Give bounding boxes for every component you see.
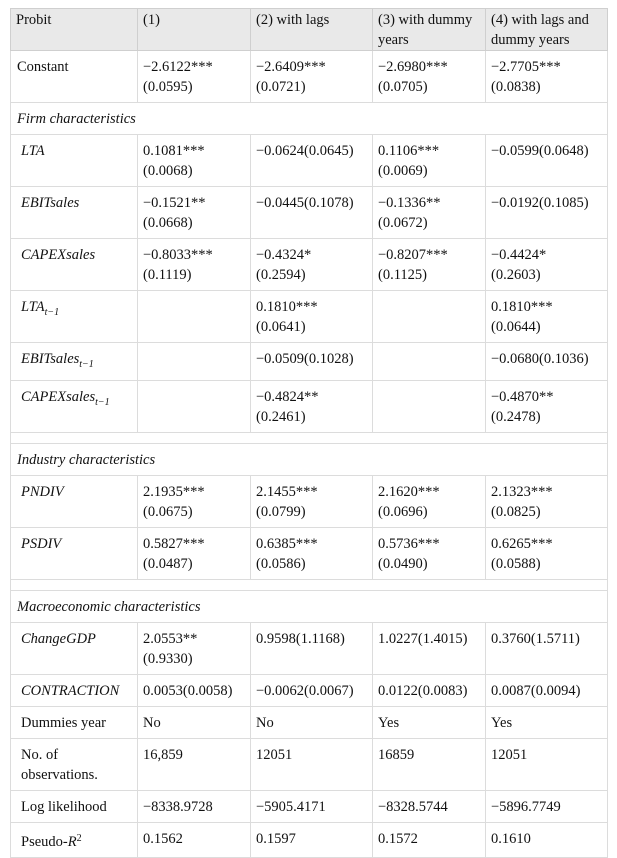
coefficient: 16859 <box>378 747 415 763</box>
table-row <box>11 239 608 291</box>
value-cell-model-3 <box>373 239 486 291</box>
coefficient: 0.1597 <box>256 831 296 847</box>
coefficient: 0.0122(0.0083) <box>378 683 468 699</box>
standard-error: (0.0721) <box>256 79 306 95</box>
standard-error: (0.0675) <box>143 504 193 520</box>
spacer-cell <box>11 580 608 591</box>
row-label <box>11 291 138 343</box>
coefficient: 0.1081*** <box>143 143 205 159</box>
table-body <box>11 51 608 858</box>
spacer-row <box>11 580 608 591</box>
row-label <box>11 707 138 739</box>
value-cell-model-4 <box>486 707 608 739</box>
macroeconomic-characteristics-heading: Macroeconomic characteristics <box>11 591 608 623</box>
standard-error: (0.0672) <box>378 215 428 231</box>
row-label-text: Pseudo- <box>21 834 68 850</box>
coefficient: 0.1572 <box>378 831 418 847</box>
row-label-text: EBITsales <box>21 351 80 367</box>
value-cell-model-3 <box>373 291 486 343</box>
standard-error: (0.0487) <box>143 556 193 572</box>
value-cell-model-4 <box>486 528 608 580</box>
coefficient: −0.0445(0.1078) <box>256 195 354 211</box>
macroeconomic-characteristics-heading-row <box>11 591 608 623</box>
table-row <box>11 707 608 739</box>
standard-error: (0.0069) <box>378 163 428 179</box>
coefficient: −0.8033*** <box>143 247 213 263</box>
coefficient: Yes <box>378 715 400 731</box>
industry-characteristics-heading: Industry characteristics <box>11 444 608 476</box>
row-label-text: ChangeGDP <box>21 631 96 647</box>
value-cell-model-4 <box>486 343 608 381</box>
coefficient: 12051 <box>256 747 293 763</box>
value-cell-model-4 <box>486 476 608 528</box>
coefficient: −0.0062(0.0067) <box>256 683 354 699</box>
firm-characteristics-heading-row <box>11 103 608 135</box>
coefficient: 2.0553** <box>143 631 198 647</box>
coefficient: −5905.4171 <box>256 799 326 815</box>
value-cell-model-1 <box>138 739 251 791</box>
coefficient: 0.0087(0.0094) <box>491 683 581 699</box>
row-label-subscript: t−1 <box>79 359 94 370</box>
value-cell-model-1 <box>138 675 251 707</box>
table-row <box>11 343 608 381</box>
row-label-subscript: t−1 <box>95 397 110 408</box>
row-label <box>11 239 138 291</box>
standard-error: (0.0595) <box>143 79 193 95</box>
coefficient: −0.0509(0.1028) <box>256 351 354 367</box>
regression-table <box>10 8 608 858</box>
table-row <box>11 823 608 858</box>
row-label <box>11 381 138 433</box>
value-cell-model-3 <box>373 739 486 791</box>
row-label <box>11 675 138 707</box>
row-label <box>11 135 138 187</box>
coefficient: −0.8207*** <box>378 247 448 263</box>
standard-error: (0.2478) <box>491 409 541 425</box>
row-label-text: CAPEXsales <box>21 247 96 263</box>
value-cell-model-2 <box>251 707 373 739</box>
standard-error: (0.0588) <box>491 556 541 572</box>
spacer-row <box>11 433 608 444</box>
row-label-text: Constant <box>17 59 69 75</box>
row-label-text: EBITsales <box>21 195 80 211</box>
value-cell-model-3 <box>373 51 486 103</box>
coefficient: 0.9598(1.1168) <box>256 631 345 647</box>
coefficient: −0.4324* <box>256 247 312 263</box>
coefficient: −2.7705*** <box>491 59 561 75</box>
header-model-1: (1) <box>138 9 251 51</box>
value-cell-model-1 <box>138 381 251 433</box>
coefficient: −0.1336** <box>378 195 441 211</box>
value-cell-model-2 <box>251 343 373 381</box>
value-cell-model-1 <box>138 343 251 381</box>
row-label-superscript: 2 <box>76 833 82 844</box>
table-row <box>11 51 608 103</box>
coefficient: −0.0624(0.0645) <box>256 143 354 159</box>
value-cell-model-3 <box>373 623 486 675</box>
value-cell-model-1 <box>138 187 251 239</box>
row-label <box>11 476 138 528</box>
value-cell-model-2 <box>251 675 373 707</box>
coefficient: −0.0192(0.1085) <box>491 195 589 211</box>
value-cell-model-1 <box>138 476 251 528</box>
coefficient: 0.3760(1.5711) <box>491 631 580 647</box>
standard-error: (0.0586) <box>256 556 306 572</box>
standard-error: (0.2461) <box>256 409 306 425</box>
coefficient: −0.4870** <box>491 389 554 405</box>
value-cell-model-2 <box>251 791 373 823</box>
value-cell-model-1 <box>138 51 251 103</box>
value-cell-model-2 <box>251 623 373 675</box>
value-cell-model-4 <box>486 135 608 187</box>
row-label-text: Log likelihood <box>21 799 107 815</box>
value-cell-model-3 <box>373 187 486 239</box>
value-cell-model-1 <box>138 707 251 739</box>
table-row <box>11 135 608 187</box>
coefficient: 0.1810*** <box>491 299 553 315</box>
coefficient: 16,859 <box>143 747 183 763</box>
table-row <box>11 739 608 791</box>
standard-error: (0.9330) <box>143 651 193 667</box>
value-cell-model-3 <box>373 381 486 433</box>
value-cell-model-3 <box>373 791 486 823</box>
coefficient: No <box>256 715 274 731</box>
table-header <box>11 9 608 51</box>
coefficient: −8338.9728 <box>143 799 213 815</box>
coefficient: 1.0227(1.4015) <box>378 631 468 647</box>
coefficient: 2.1455*** <box>256 484 318 500</box>
value-cell-model-2 <box>251 739 373 791</box>
value-cell-model-3 <box>373 528 486 580</box>
spacer-cell <box>11 433 608 444</box>
row-label <box>11 187 138 239</box>
value-cell-model-3 <box>373 476 486 528</box>
coefficient: 0.1106*** <box>378 143 440 159</box>
value-cell-model-3 <box>373 675 486 707</box>
row-label-text: CONTRACTION <box>21 683 120 699</box>
coefficient: 2.1935*** <box>143 484 205 500</box>
row-label <box>11 51 138 103</box>
firm-characteristics-heading: Firm characteristics <box>11 103 608 135</box>
coefficient: 0.5736*** <box>378 536 440 552</box>
coefficient: 2.1620*** <box>378 484 440 500</box>
value-cell-model-1 <box>138 791 251 823</box>
coefficient: 2.1323*** <box>491 484 553 500</box>
coefficient: 0.1610 <box>491 831 531 847</box>
value-cell-model-2 <box>251 239 373 291</box>
row-label-text: PNDIV <box>21 484 64 500</box>
row-label <box>11 823 138 858</box>
header-probit: Probit <box>11 9 138 51</box>
value-cell-model-4 <box>486 51 608 103</box>
header-model-3: (3) with dummy years <box>373 9 486 51</box>
row-label-text: LTA <box>21 299 45 315</box>
coefficient: 0.0053(0.0058) <box>143 683 233 699</box>
coefficient: 12051 <box>491 747 528 763</box>
standard-error: (0.0825) <box>491 504 541 520</box>
standard-error: (0.0799) <box>256 504 306 520</box>
standard-error: (0.0705) <box>378 79 428 95</box>
value-cell-model-2 <box>251 381 373 433</box>
value-cell-model-3 <box>373 707 486 739</box>
value-cell-model-1 <box>138 239 251 291</box>
row-label <box>11 739 138 791</box>
value-cell-model-2 <box>251 528 373 580</box>
coefficient: Yes <box>491 715 513 731</box>
standard-error: (0.0641) <box>256 319 306 335</box>
coefficient: 0.6385*** <box>256 536 318 552</box>
value-cell-model-1 <box>138 135 251 187</box>
value-cell-model-1 <box>138 823 251 858</box>
value-cell-model-4 <box>486 239 608 291</box>
standard-error: (0.2603) <box>491 267 541 283</box>
coefficient: 0.1810*** <box>256 299 318 315</box>
coefficient: 0.1562 <box>143 831 183 847</box>
coefficient: −0.1521** <box>143 195 206 211</box>
standard-error: (0.0696) <box>378 504 428 520</box>
value-cell-model-4 <box>486 675 608 707</box>
coefficient: −2.6980*** <box>378 59 448 75</box>
row-label-subscript: t−1 <box>44 307 60 318</box>
coefficient: −8328.5744 <box>378 799 448 815</box>
coefficient: −0.4424* <box>491 247 547 263</box>
value-cell-model-1 <box>138 528 251 580</box>
standard-error: (0.0490) <box>378 556 428 572</box>
header-model-4: (4) with lags and dummy years <box>486 9 608 51</box>
row-label-text: No. of observations. <box>21 747 98 783</box>
standard-error: (0.0838) <box>491 79 541 95</box>
table-row <box>11 381 608 433</box>
value-cell-model-3 <box>373 343 486 381</box>
header-model-2: (2) with lags <box>251 9 373 51</box>
table-row <box>11 187 608 239</box>
row-label-text: LTA <box>21 143 45 159</box>
value-cell-model-4 <box>486 381 608 433</box>
coefficient: −2.6409*** <box>256 59 326 75</box>
coefficient: −2.6122*** <box>143 59 213 75</box>
value-cell-model-2 <box>251 135 373 187</box>
value-cell-model-1 <box>138 291 251 343</box>
standard-error: (0.2594) <box>256 267 306 283</box>
row-label-italic: R <box>67 834 77 850</box>
table-row <box>11 623 608 675</box>
value-cell-model-2 <box>251 187 373 239</box>
value-cell-model-3 <box>373 135 486 187</box>
table-row <box>11 528 608 580</box>
value-cell-model-2 <box>251 291 373 343</box>
row-label-text: PSDIV <box>21 536 62 552</box>
table-row <box>11 675 608 707</box>
value-cell-model-4 <box>486 187 608 239</box>
coefficient: 0.6265*** <box>491 536 553 552</box>
coefficient: −5896.7749 <box>491 799 561 815</box>
value-cell-model-4 <box>486 291 608 343</box>
table-row <box>11 291 608 343</box>
standard-error: (0.0068) <box>143 163 193 179</box>
coefficient: No <box>143 715 161 731</box>
row-label-text: Dummies year <box>21 715 106 731</box>
row-label <box>11 528 138 580</box>
value-cell-model-4 <box>486 739 608 791</box>
coefficient: −0.0599(0.0648) <box>491 143 589 159</box>
value-cell-model-2 <box>251 51 373 103</box>
value-cell-model-4 <box>486 623 608 675</box>
value-cell-model-2 <box>251 823 373 858</box>
standard-error: (0.1119) <box>143 267 192 283</box>
value-cell-model-3 <box>373 823 486 858</box>
row-label <box>11 343 138 381</box>
coefficient: −0.0680(0.1036) <box>491 351 589 367</box>
value-cell-model-1 <box>138 623 251 675</box>
coefficient: −0.4824** <box>256 389 319 405</box>
value-cell-model-2 <box>251 476 373 528</box>
standard-error: (0.0668) <box>143 215 193 231</box>
table-row <box>11 791 608 823</box>
industry-characteristics-heading-row <box>11 444 608 476</box>
row-label <box>11 623 138 675</box>
table-row <box>11 476 608 528</box>
value-cell-model-4 <box>486 823 608 858</box>
standard-error: (0.0644) <box>491 319 541 335</box>
value-cell-model-4 <box>486 791 608 823</box>
row-label-text: CAPEXsales <box>21 389 96 405</box>
coefficient: 0.5827*** <box>143 536 205 552</box>
row-label <box>11 791 138 823</box>
standard-error: (0.1125) <box>378 267 427 283</box>
